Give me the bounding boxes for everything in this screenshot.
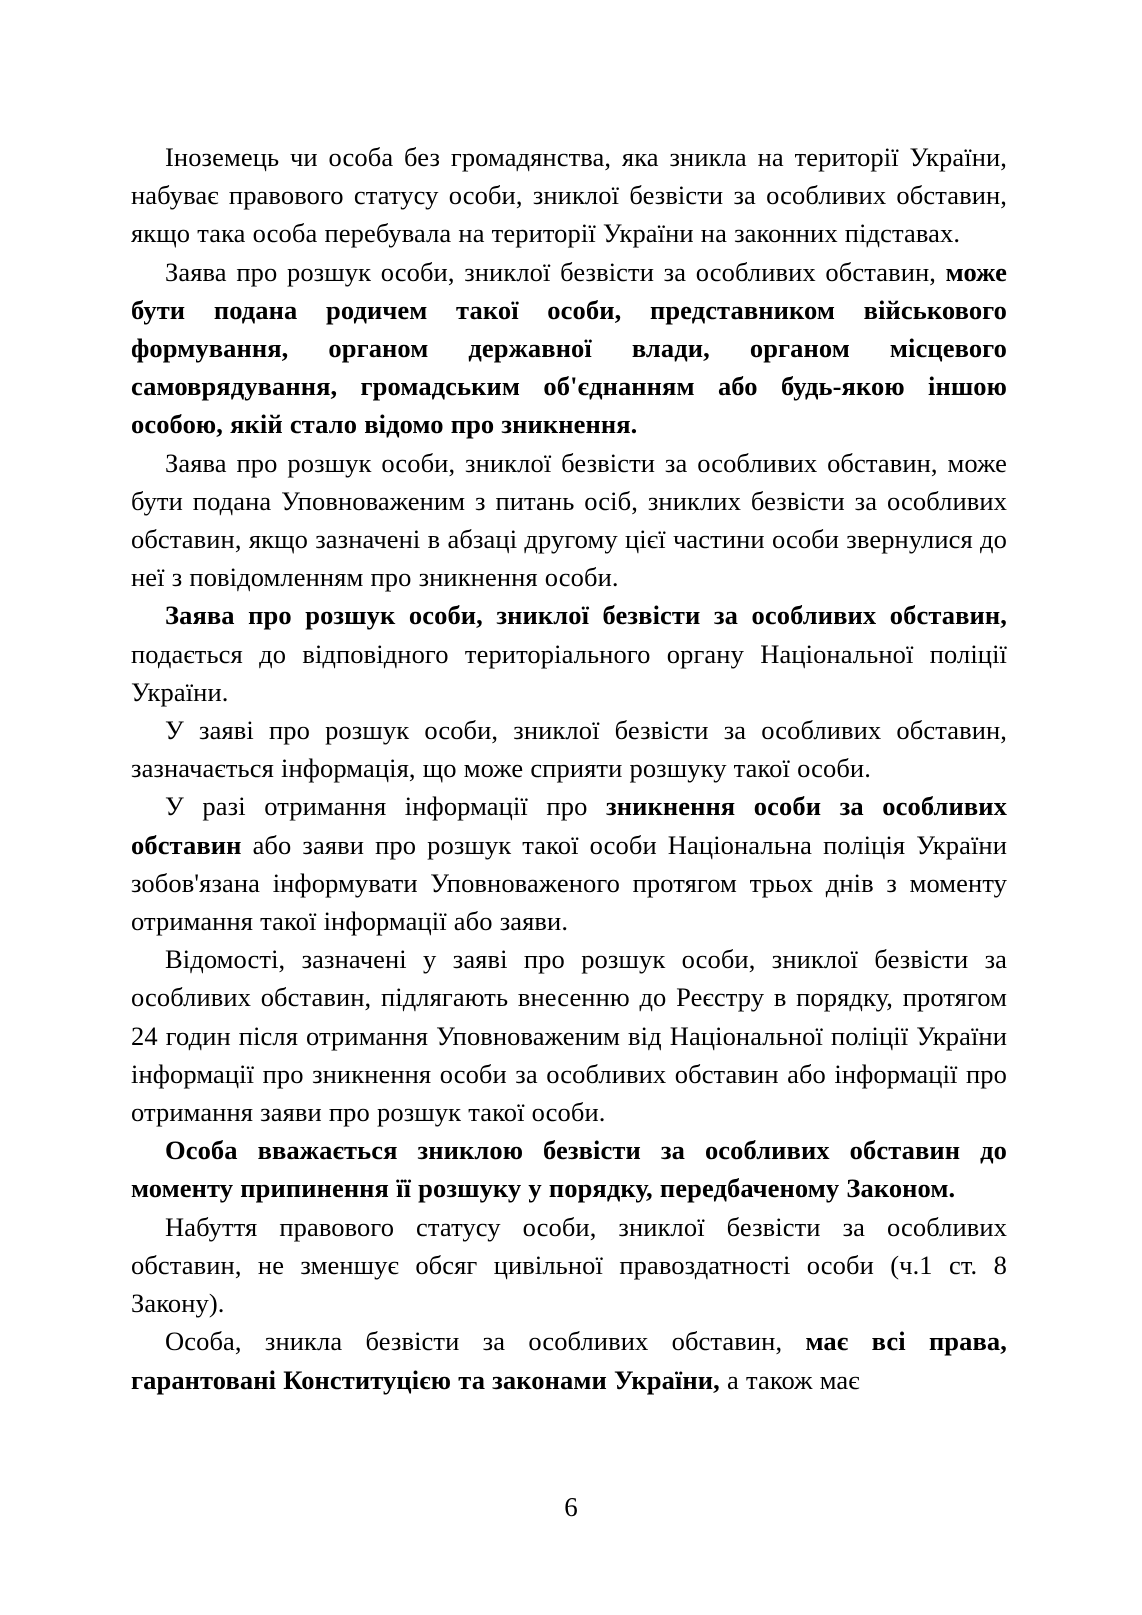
text-run: Особа, зникла безвісти за особливих обставин, bbox=[165, 1326, 806, 1357]
paragraph bbox=[131, 138, 1007, 253]
body-text-block bbox=[131, 138, 1007, 1399]
paragraph bbox=[131, 253, 1007, 444]
text-run: а також має bbox=[719, 1364, 860, 1395]
text-run: Заява про розшук особи, зниклої безвісти за особливих обставин, може бути подана Уповноваженим з питань осіб, зниклих безвісти за особливих обставин, якщо зазначені в абзаці другому цієї частини особи звернулися до неї з повідомленням про зникнення особи. bbox=[131, 447, 1007, 593]
paragraph bbox=[131, 940, 1007, 1131]
text-run-bold: має всі права, гарантовані Конституцією та законами України, bbox=[131, 1326, 1007, 1395]
paragraph bbox=[131, 1322, 1007, 1398]
paragraph bbox=[131, 596, 1007, 711]
text-run-bold: Заява про розшук особи, зниклої безвісти за особливих обставин, bbox=[165, 600, 1007, 631]
text-run: Відомості, зазначені у заяві про розшук особи, зниклої безвісти за особливих обставин, підлягають внесенню до Реєстру в порядку, протягом 24 годин після отримання Уповноваженим від Національної поліції України інформації про зникнення особи за особливих обставин або інформації про отримання заяви про розшук такої особи. bbox=[131, 944, 1007, 1128]
paragraph bbox=[131, 444, 1007, 597]
paragraph bbox=[131, 787, 1007, 940]
text-run: подається до відповідного територіального органу Національної поліції України. bbox=[131, 638, 1007, 707]
paragraph bbox=[131, 711, 1007, 787]
text-run: Іноземець чи особа без громадянства, яка зникла на території України, набуває правового статусу особи, зниклої безвісти за особливих обставин, якщо така особа перебувала на території України на законних підставах. bbox=[131, 142, 1007, 249]
text-run: У заяві про розшук особи, зниклої безвісти за особливих обставин, зазначається інформація, що може сприяти розшуку такої особи. bbox=[131, 715, 1007, 784]
page-number: 6 bbox=[564, 1492, 578, 1522]
text-run-bold: Особа вважається зниклою безвісти за особливих обставин до моменту припинення її розшуку у порядку, передбаченому Законом. bbox=[131, 1135, 1007, 1204]
paragraph bbox=[131, 1208, 1007, 1323]
text-run-bold: може бути подана родичем такої особи, представником військового формування, органом державної влади, органом місцевого самоврядування, громадським об'єднанням або будь-якою іншою особою, якій стало відомо про зникнення. bbox=[131, 256, 1007, 440]
text-run: Заява про розшук особи, зниклої безвісти за особливих обставин, bbox=[165, 256, 946, 287]
paragraph bbox=[131, 1131, 1007, 1207]
text-run: Набуття правового статусу особи, зниклої безвісти за особливих обставин, не зменшує обсяг цивільної правоздатності особи (ч.1 ст. 8 Закону). bbox=[131, 1211, 1007, 1319]
text-run: або заяви про розшук такої особи Національна поліція України зобов'язана інформувати Уповноваженого протягом трьох днів з моменту отримання такої інформації або заяви. bbox=[131, 829, 1007, 937]
text-run-bold: зникнення особи за особливих обставин bbox=[131, 791, 1008, 860]
text-run: У разі отримання інформації про bbox=[165, 791, 606, 822]
